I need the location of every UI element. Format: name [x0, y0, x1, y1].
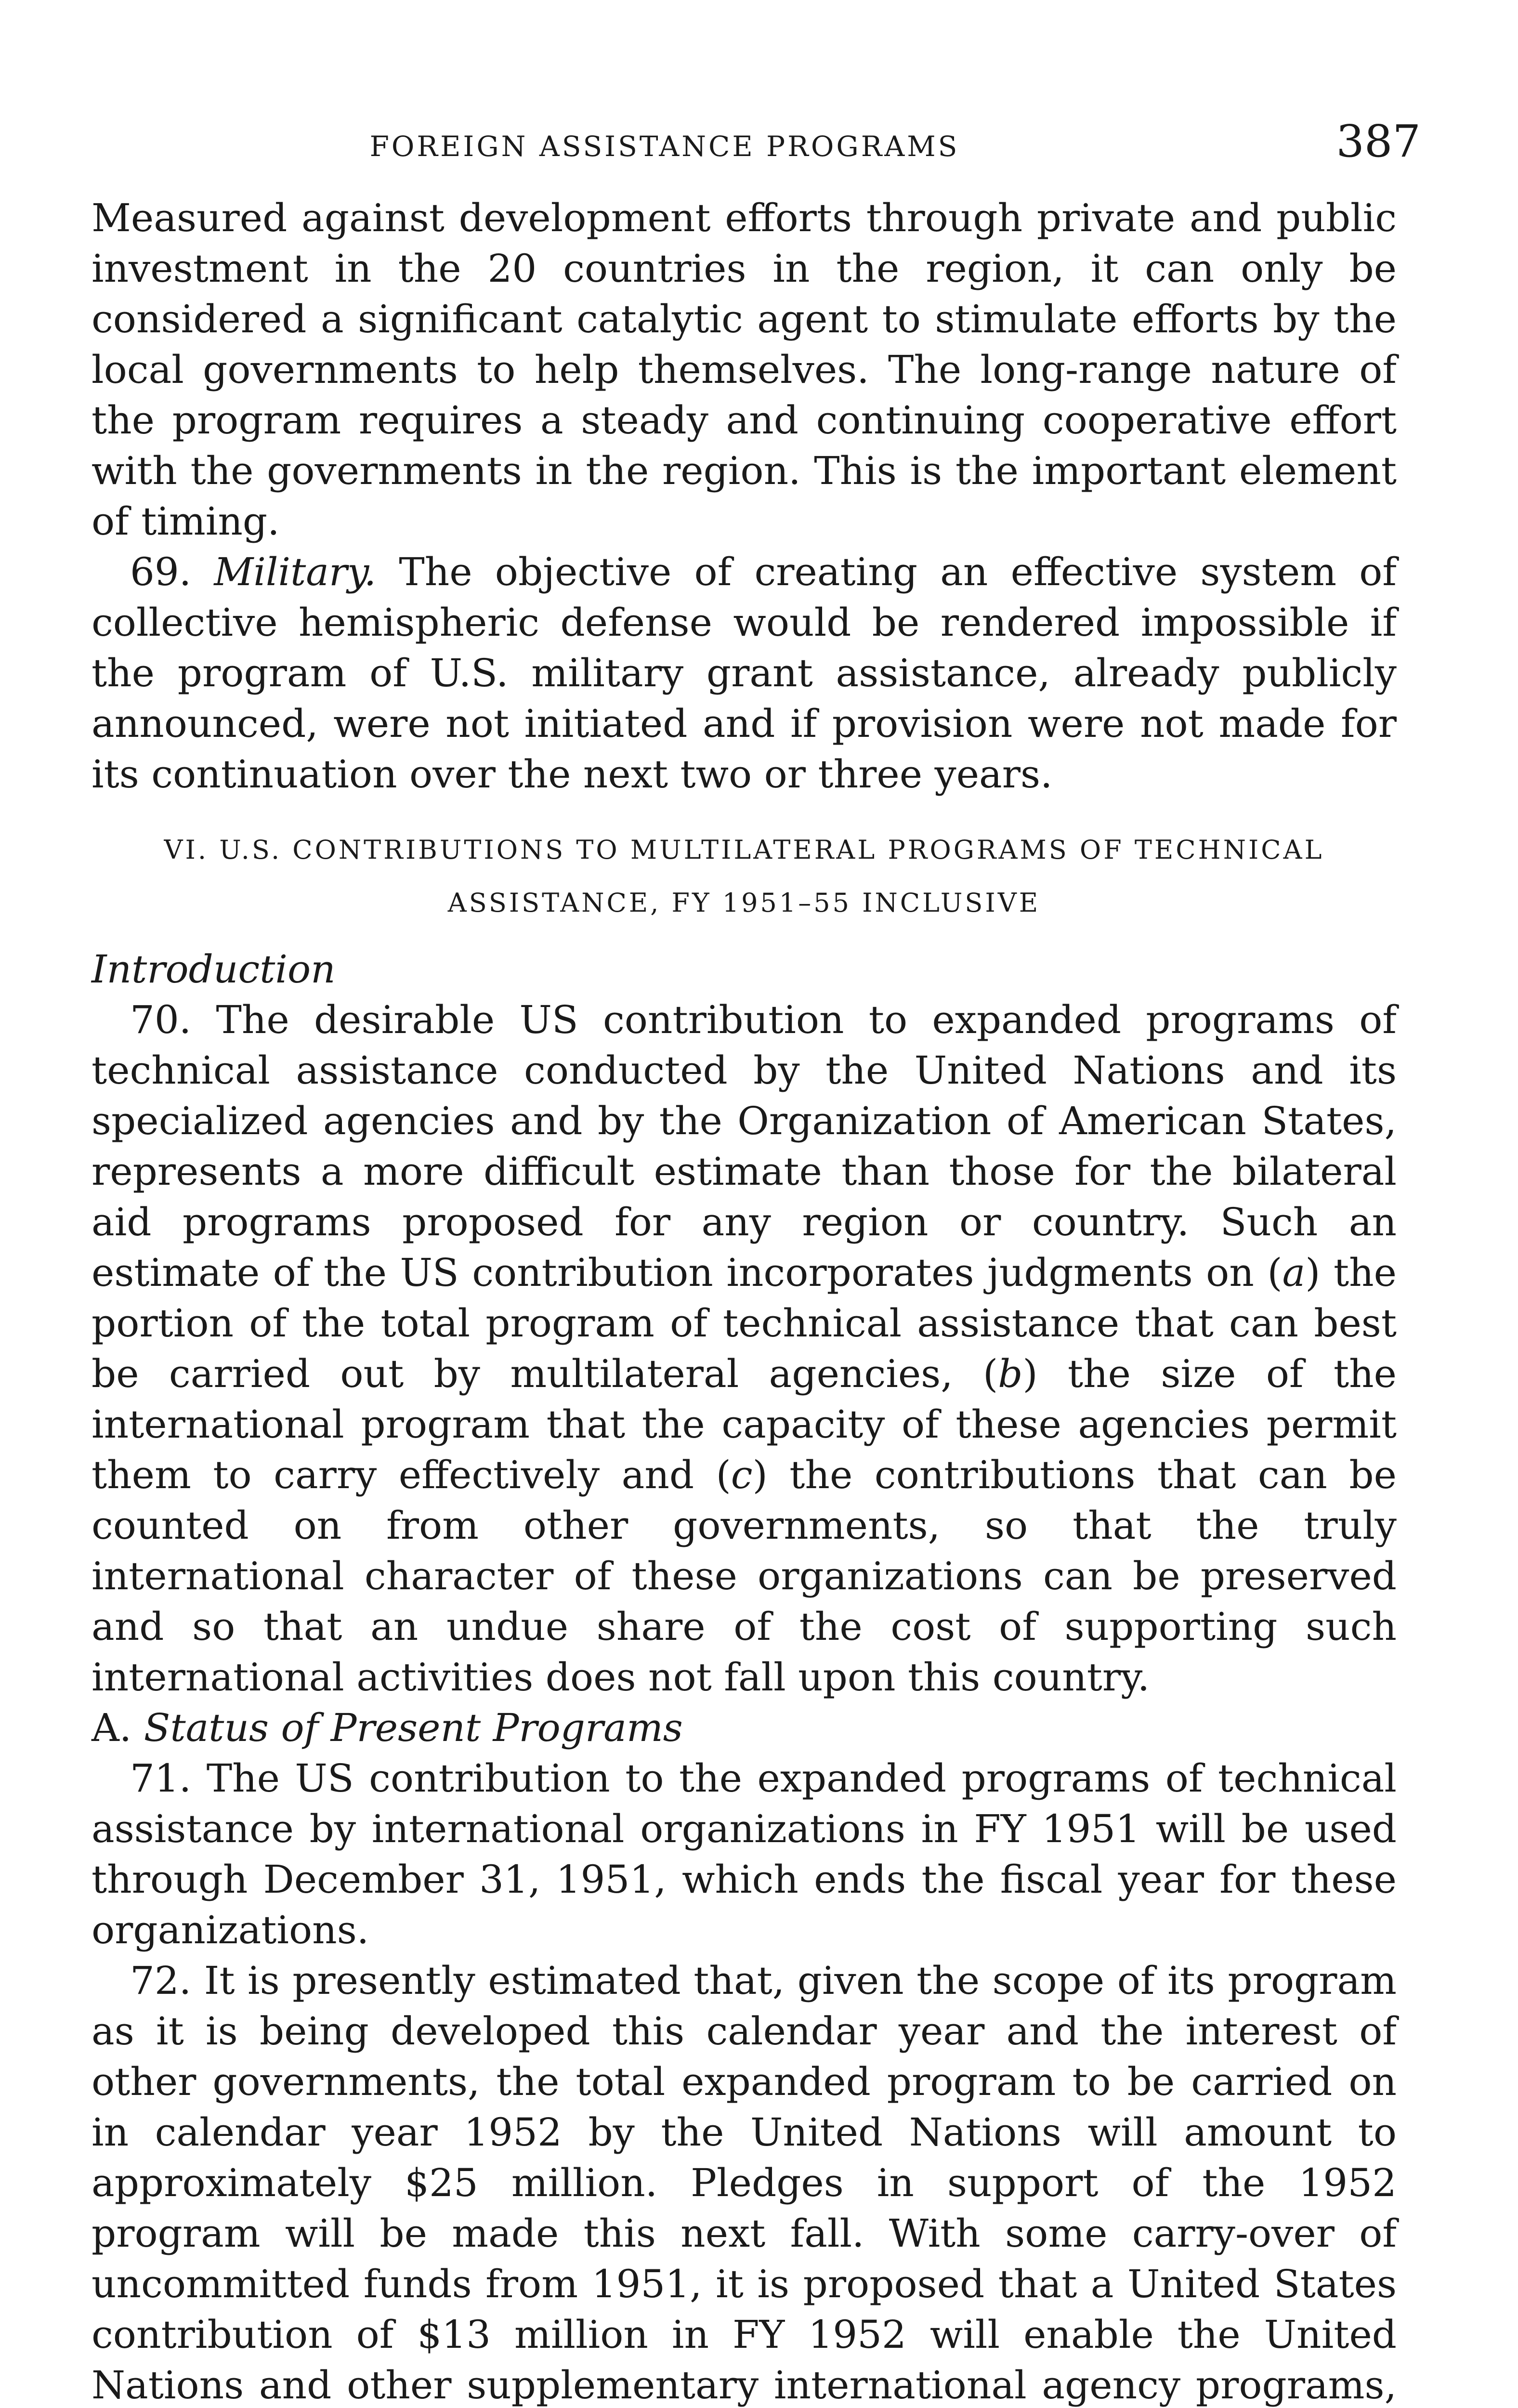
introduction-heading: Introduction — [92, 947, 336, 992]
list-marker-a: a — [1282, 1250, 1306, 1295]
section-heading-line: VI. U.S. CONTRIBUTIONS TO MULTILATERAL PROGRAMS OF TECHNICAL — [164, 835, 1324, 865]
paragraph-number: 69. — [130, 550, 192, 594]
section-a-title: Status of Present Programs — [144, 1705, 683, 1750]
paragraph-text: The US contribution to the expanded programs of technical assistance by international organizations in FY 1951 will be used through December 31, 1951, which ends the fiscal year for these organizations. — [92, 1756, 1397, 1952]
section-heading-vi — [92, 824, 1397, 929]
paragraph-text: The desirable US contribution to expanded programs of technical assistance conducted by the United Nations and its specialized agencies and by the Organization of American States, represents a more difficult estimate than those for the bilateral aid programs proposed for any region or country. Such an estimate of the US contribution incorporates judgments on ( — [92, 997, 1397, 1295]
page-number: 387 — [1336, 116, 1421, 167]
paragraph-text: The objective of creating an effective system of collective hemispheric defense would be rendered impossible if the program of U.S. military grant assistance, already publicly announced, were not initiated and if provision were not made for its continuation over the next two or three years. — [92, 550, 1397, 797]
paragraph-71 — [92, 1753, 1397, 1955]
paragraph-label-military: Military. — [214, 550, 377, 594]
paragraph-number: 72. — [130, 1958, 192, 2003]
running-title: FOREIGN ASSISTANCE PROGRAMS — [369, 130, 960, 163]
section-heading-line: ASSISTANCE, FY 1951–55 INCLUSIVE — [447, 888, 1041, 918]
list-marker-b: b — [998, 1351, 1023, 1396]
section-a-heading — [92, 1702, 1397, 1753]
section-a-label: A. — [92, 1705, 132, 1750]
paragraph-number: 70. — [130, 997, 192, 1042]
paragraph-text: ) the size of the international program that the capacity of these agencies permit them to carry effectively and ( — [92, 1351, 1397, 1497]
list-marker-c: c — [731, 1453, 753, 1497]
paragraph-number: 71. — [130, 1756, 192, 1801]
paragraph-text: ) the contributions that can be counted on from other governments, so that the truly international character of these organizations can be preserved and so that an undue share of the cost of supporting such international activities does not fall upon this country. — [92, 1453, 1397, 1700]
paragraph-text: It is presently estimated that, given the scope of its program as it is being developed this calendar year and the interest of other governments, the total expanded program to be carried on in calendar year 1952 by the United Nations will amount to approximately $25 million. Pledges in support of the 1952 program will be made this next fall. With some carry-over of uncommitted funds from 1951, it is proposed that a United States contribution of $13 million in FY 1952 will enable the United Nations and other supplementary international agency programs, — [92, 1958, 1397, 2408]
paragraph-intro-continued — [92, 193, 1397, 547]
paragraph-text: Measured against development efforts through private and public investment in the 20 countries in the region, it can only be considered a significant catalytic agent to stimulate efforts by the local governments to help themselves. The long-range nature of the program requires a steady and continuing cooperative effort with the governments in the region. This is the important element of timing. — [92, 196, 1397, 544]
paragraph-text: ) the portion of the total program of technical assistance that can best be carried out by multilateral agencies, ( — [92, 1250, 1397, 1396]
paragraph-69 — [92, 547, 1397, 799]
running-head — [92, 116, 1421, 169]
paragraph-72 — [92, 1955, 1397, 2408]
body-text — [92, 193, 1397, 2408]
paragraph-70 — [92, 995, 1397, 1702]
